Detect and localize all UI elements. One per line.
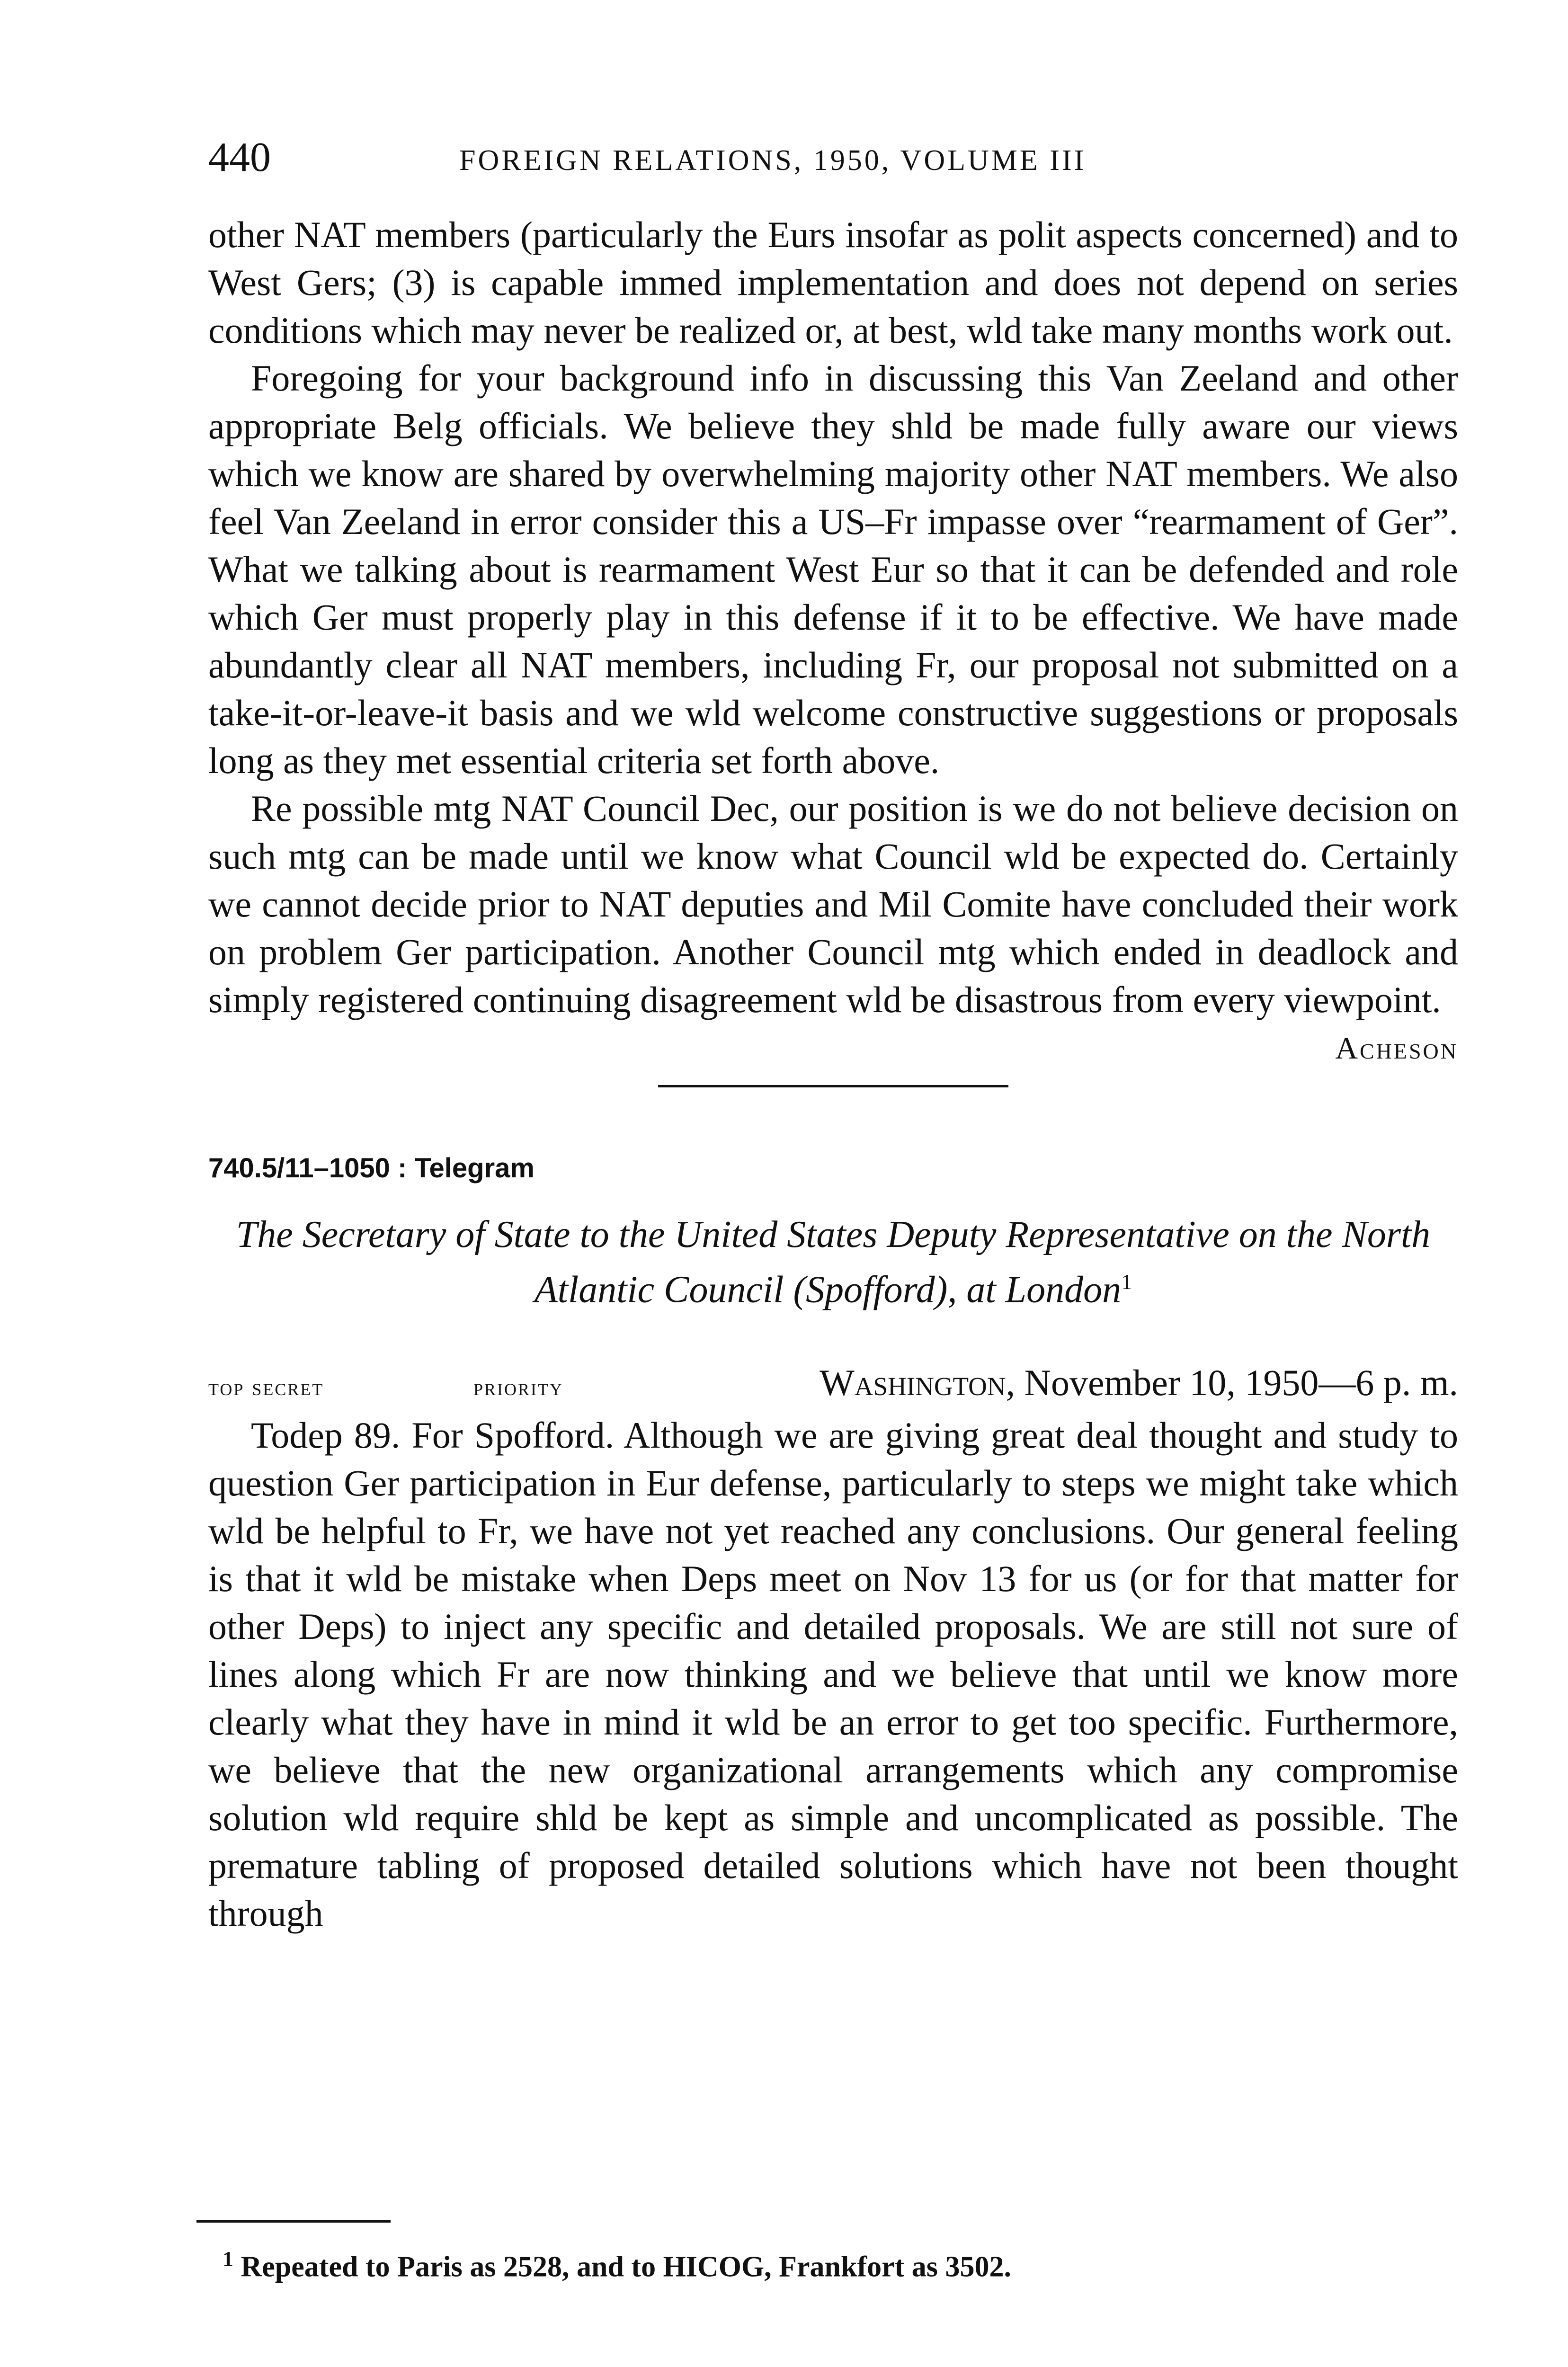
- document-title-text: The Secretary of State to the United States Deputy Representative on the North Atlantic Council (Spofford), at London: [236, 1214, 1431, 1311]
- classification-label: top secret: [208, 1373, 324, 1401]
- page-number: 440: [208, 134, 271, 180]
- paragraph-background: Foregoing for your background info in discussing this Van Zeeland and other appropriate Belg officials. We believe they shld be made fully aware our views which we know are shared by overwhelming majority other NAT members. We also feel Van Zeeland in error consider this a US–Fr impasse over “rearmament of Ger”. What we talking about is rearmament West Eur so that it can be defended and role which Ger must properly play in this defense if it to be effective. We have made abundantly clear all NAT members, including Fr, our proposal not submitted on a take-it-or-leave-it basis and we wld welcome constructive suggestions or proposals long as they met essential criteria set forth above.: [208, 357, 1458, 781]
- dateline: [696, 1359, 1458, 1406]
- priority-label: priority: [473, 1373, 564, 1401]
- dateline-date: , November 10, 1950—6 p. m.: [1006, 1361, 1458, 1403]
- footnote-rule: [196, 2220, 391, 2223]
- body-text: [208, 211, 1458, 1937]
- paragraph-continued: other NAT members (particularly the Eurs insofar as polit aspects concerned) and to West Gers; (3) is capable immed implementation and does not depend on series conditions which may never be realized or, at best, wld take many months work out.: [208, 214, 1458, 351]
- footnote-reference: 1: [1121, 1270, 1132, 1294]
- document-title: [208, 1211, 1458, 1314]
- telegram-body: Todep 89. For Spofford. Although we are giving great deal thought and study to question Ger participation in Eur defense, particularly to steps we might take which wld be helpful to Fr, we have not yet reached any conclusions. Our general feeling is that it wld be mistake when Deps meet on Nov 13 for us (or for that matter for other Deps) to inject any specific and detailed proposals. We are still not sure of lines along which Fr are now thinking and we believe that until we know more clearly what they have in mind it wld be an error to get too specific. Furthermore, we believe that the new organizational arrangements which any compromise solution wld require shld be kept as simple and uncomplicated as possible. The premature tabling of proposed detailed solutions which have not been thought through: [208, 1414, 1458, 1934]
- telegram-header: [208, 1359, 1458, 1411]
- section-divider: [658, 1085, 1008, 1087]
- file-reference: 740.5/11–1050 : Telegram: [208, 1153, 535, 1184]
- running-head: [208, 133, 1487, 190]
- footnote: [223, 2246, 1453, 2284]
- signature: Acheson: [1335, 1031, 1458, 1066]
- paragraph-council-meeting: Re possible mtg NAT Council Dec, our position is we do not believe decision on such mtg can be made until we know what Council wld be expected do. Certainly we cannot decide prior to NAT deputies and Mil Comite have concluded their work on problem Ger participation. Another Council mtg which ended in deadlock and simply registered continuing disagreement wld be disastrous from every viewpoint.: [208, 788, 1458, 1020]
- running-title: FOREIGN RELATIONS, 1950, VOLUME III: [459, 144, 1087, 177]
- footnote-mark: 1: [223, 2247, 233, 2271]
- dateline-place: Washington: [820, 1361, 1006, 1403]
- footnote-text: Repeated to Paris as 2528, and to HICOG, Frankfort as 3502.: [241, 2251, 1011, 2283]
